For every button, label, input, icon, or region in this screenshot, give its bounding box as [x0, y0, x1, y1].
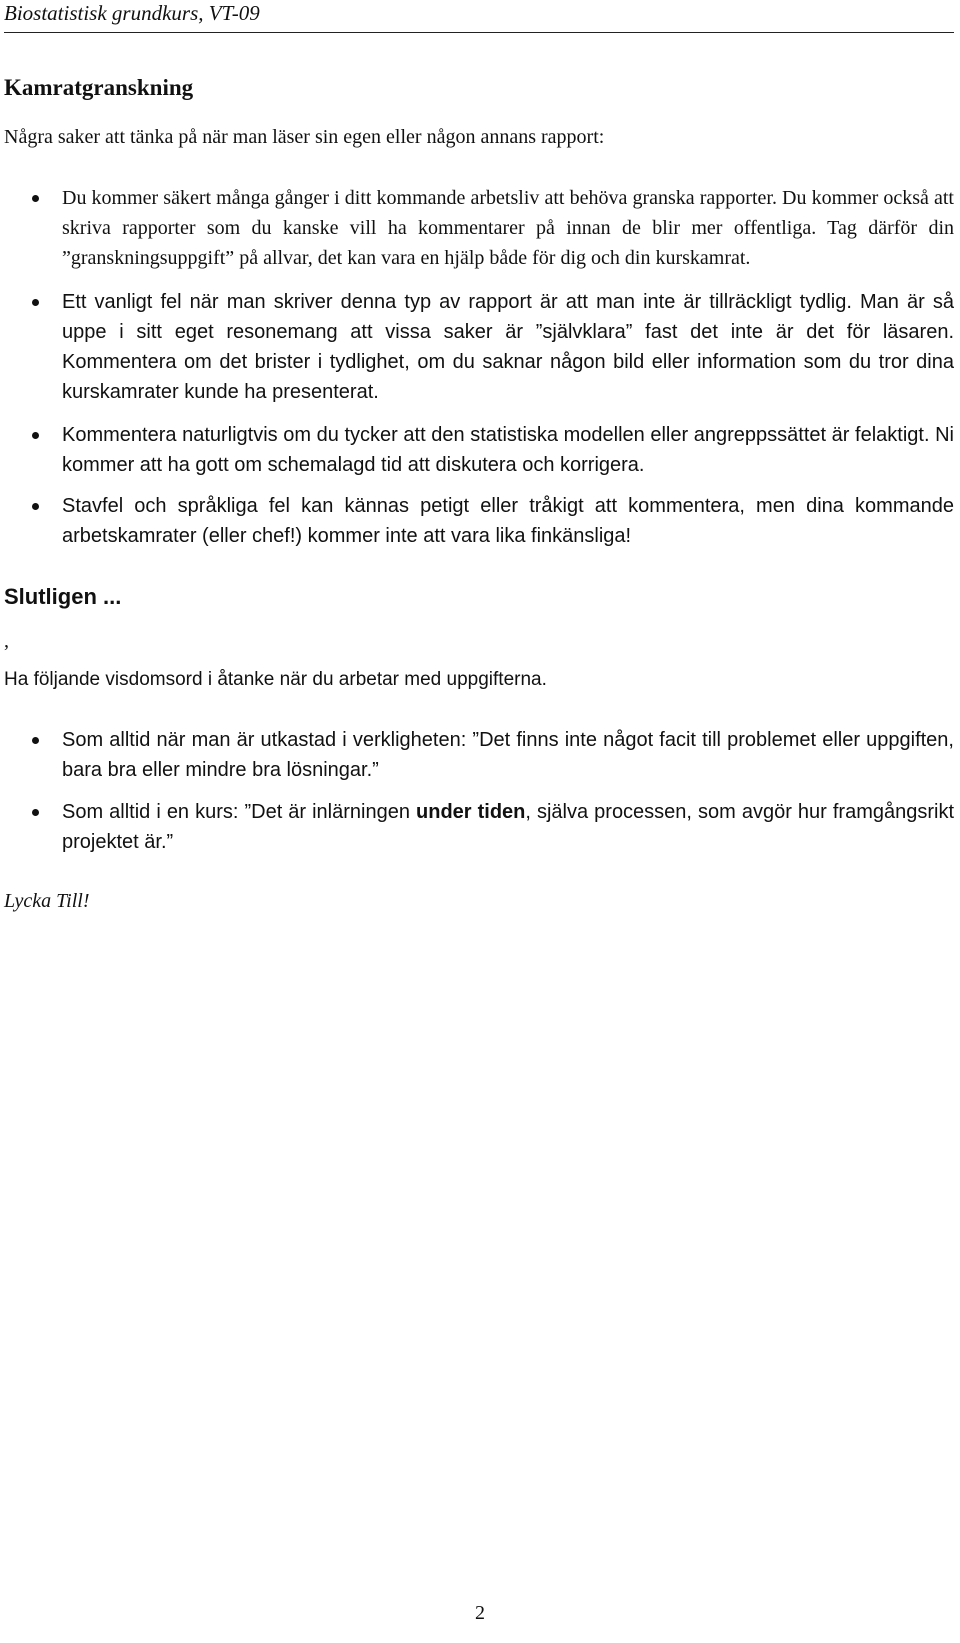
list-item	[62, 287, 954, 407]
header-rule	[4, 32, 954, 33]
list-item-text: Kommentera naturligtvis om du tycker att den statistiska modellen eller angreppssättet är felaktigt. Ni kommer att ha gott om schemalagd tid att diskutera och korrigera.	[62, 424, 954, 476]
list-item-text: Ett vanligt fel när man skriver denna typ av rapport är att man inte är tillräckligt tydlig. Man är så uppe i sitt eget resonemang att vissa saker är ”självklara” fast det inte är det för läsaren. Kommentera om det brister i tydlighet, om du saknar någon bild eller information som du tror dina kurskamrater kunde ha presenterat.	[62, 291, 954, 403]
page-number: 2	[475, 1602, 485, 1624]
stray-comma: ,	[4, 630, 9, 652]
bullet-icon	[32, 809, 39, 816]
list-item-text: Stavfel och språkliga fel kan kännas petigt eller tråkigt att kommentera, men dina kommande arbetskamrater (eller chef!) kommer inte att vara lika finkänsliga!	[62, 495, 954, 547]
list-item-text: Du kommer säkert många gånger i ditt kommande arbetsliv att behöva granska rapporter. Du kommer också att skriva rapporter som du kanske vill ha kommentarer på innan de blir mer offentliga. Tag därför din ”granskningsuppgift” på allvar, det kan vara en hjälp både för dig och din kurskamrat.	[62, 187, 954, 269]
emphasis-under-tiden: under tiden	[416, 801, 526, 823]
list-item-text-before: Som alltid i en kurs: ”Det är inlärningen	[62, 801, 417, 823]
section-title-peer-review: Kamratgranskning	[4, 75, 194, 100]
list-item-text-after: , själva processen, som avgör hur framgångsrikt projektet är.”	[62, 801, 955, 853]
peer-review-intro: Några saker att tänka på när man läser sin egen eller någon annans rapport:	[4, 126, 605, 148]
bullet-icon	[32, 503, 39, 510]
bullet-icon	[32, 737, 39, 744]
list-item-text: Som alltid när man är utkastad i verkligheten: ”Det finns inte något facit till problemet eller uppgiften, bara bra eller mindre bra lösningar.”	[62, 729, 954, 781]
finally-intro: Ha följande visdomsord i åtanke när du arbetar med uppgifterna.	[4, 669, 547, 690]
section-title-finally: Slutligen ...	[4, 584, 122, 609]
list-item	[62, 183, 954, 273]
closing-line: Lycka Till!	[4, 890, 90, 912]
running-header: Biostatistisk grundkurs, VT-09	[4, 1, 260, 25]
list-item	[62, 725, 954, 785]
bullet-icon	[32, 432, 39, 439]
list-item	[62, 491, 954, 551]
list-item	[62, 797, 954, 857]
list-item	[62, 420, 954, 480]
bullet-icon	[32, 195, 39, 202]
bullet-icon	[32, 299, 39, 306]
